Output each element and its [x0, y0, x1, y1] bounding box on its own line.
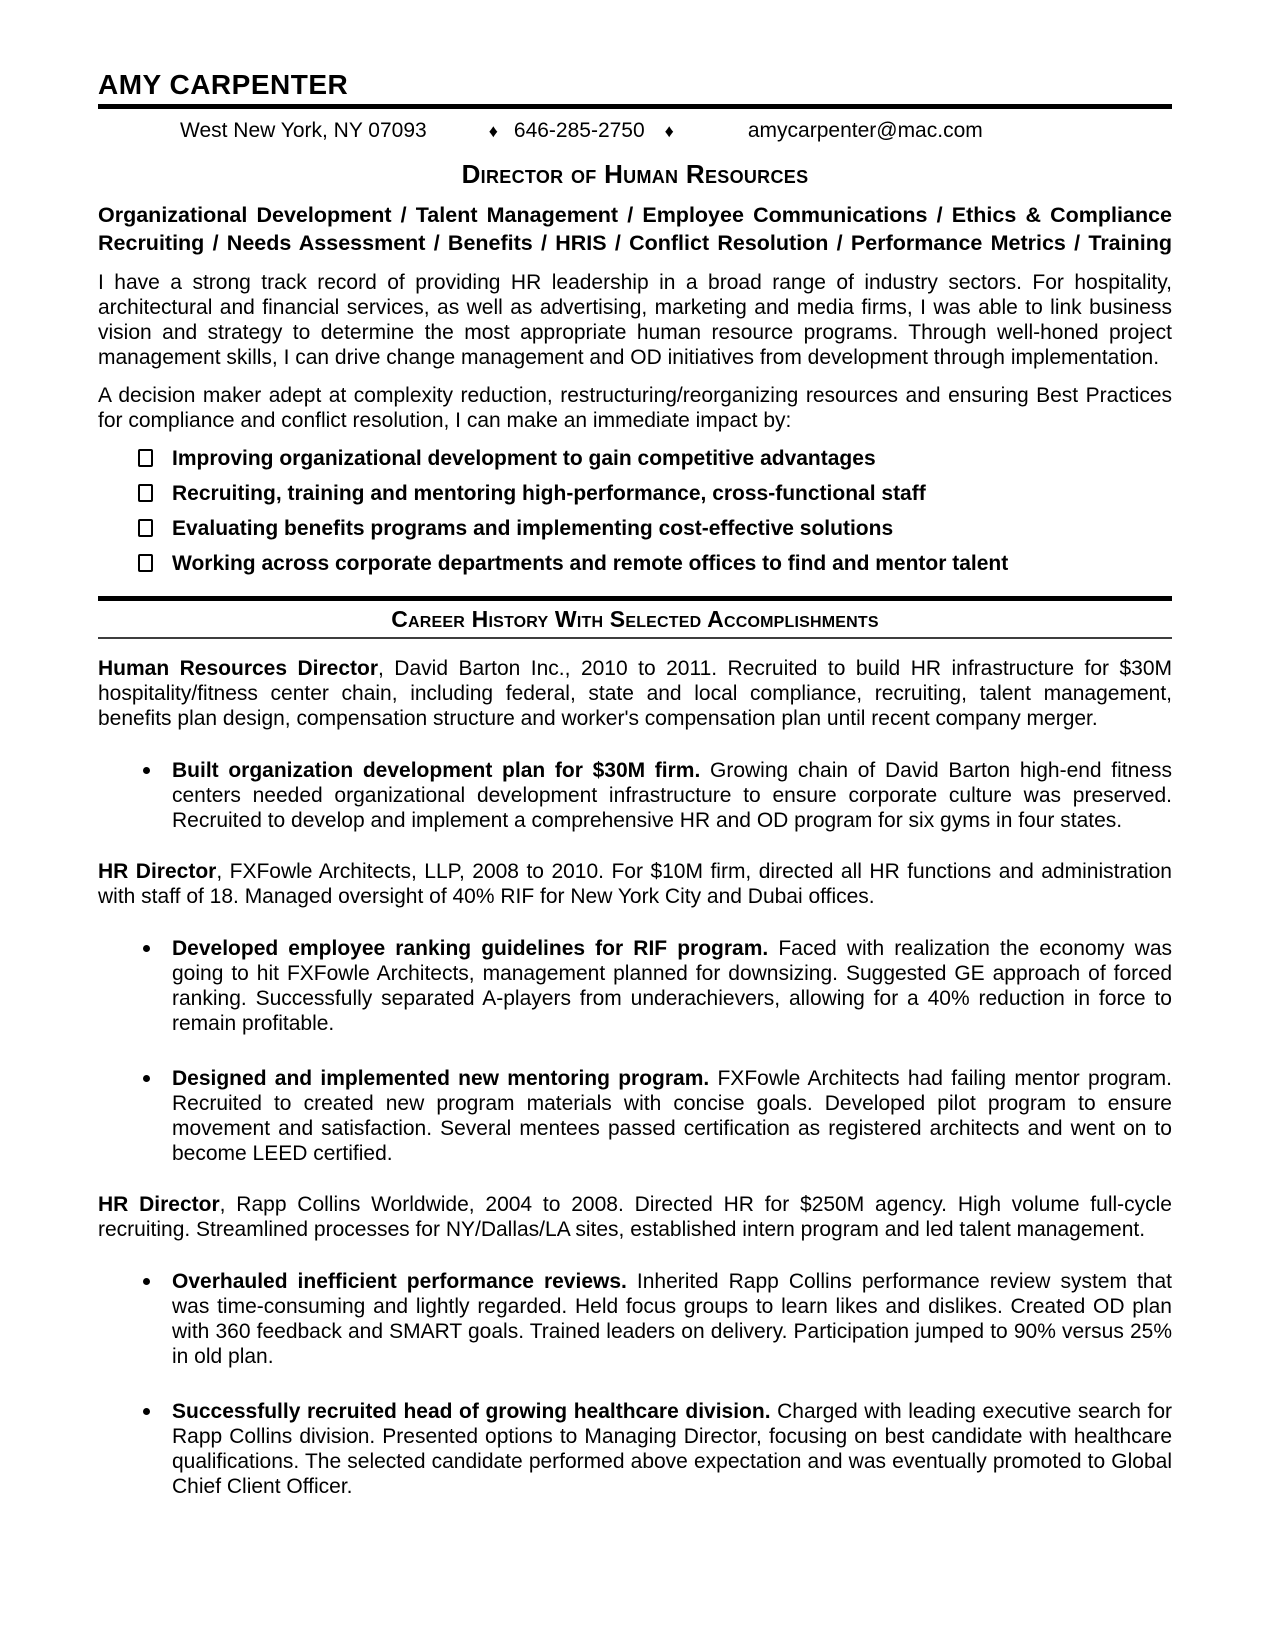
header-rule	[98, 104, 1172, 109]
round-bullet-icon	[143, 1075, 150, 1082]
section-rule-top	[98, 596, 1172, 601]
round-bullet-icon	[143, 1408, 150, 1415]
impact-bullet-text: Working across corporate departments and remote offices to find and mentor talent	[172, 551, 1009, 575]
impact-bullet	[98, 516, 1172, 541]
checkbox-bullet-icon	[138, 519, 153, 537]
accomplishment-lead: Overhauled inefficient performance reviews.	[172, 1270, 627, 1294]
impact-bullet-text: Evaluating benefits programs and implementing cost-effective solutions	[172, 516, 894, 540]
job-heading	[98, 656, 1172, 731]
diamond-separator-icon: ♦	[664, 120, 674, 141]
job-title: Human Resources Director	[98, 657, 379, 681]
contact-email: amycarpenter@mac.com	[747, 118, 983, 142]
summary-paragraph: A decision maker adept at complexity reduction, restructuring/reorganizing resources and ensuring Best Practices for compliance and conflict resolution, I can make an immediate impact by:	[98, 383, 1172, 432]
impact-bullet-text: Improving organizational development to gain competitive advantages	[172, 446, 876, 470]
diamond-separator-icon: ♦	[488, 120, 498, 141]
accomplishment-bullet	[98, 936, 1172, 1036]
accomplishment-bullet	[98, 1399, 1172, 1499]
specialties-line: Organizational Development / Talent Management / Employee Communications / Ethics & Compliance	[98, 202, 1172, 227]
summary-paragraph: I have a strong track record of providing HR leadership in a broad range of industry sectors. For hospitality, architectural and financial services, as well as advertising, marketing and media firms, I was able to link business vision and strategy to determine the most appropriate human resource programs. Through well-honed project management skills, I can drive change management and OD initiatives from development through implementation.	[98, 270, 1172, 369]
impact-bullet-list	[98, 446, 1172, 576]
checkbox-bullet-icon	[138, 449, 153, 467]
accomplishment-list	[98, 1269, 1172, 1499]
accomplishment-text: FXFowle Architects had failing mentor program. Recruited to created new program materials with concise goals. Developed pilot program to ensure movement and satisfaction. Several mentees passed certification as registered architects and went on to become LEED certified.	[172, 1067, 1172, 1166]
accomplishment-list	[98, 936, 1172, 1166]
job-title: HR Director	[98, 1193, 220, 1217]
job-details: , David Barton Inc., 2010 to 2011. Recruited to build HR infrastructure for $30M hospitality/fitness center chain, including federal, state and local compliance, recruiting, talent management, benefits plan design, compensation structure and worker's compensation plan until recent company merger.	[98, 657, 1172, 731]
career-section-header	[98, 596, 1172, 640]
section-rule-bottom	[98, 637, 1172, 639]
job-heading	[98, 1192, 1172, 1242]
job-heading	[98, 859, 1172, 909]
contact-phone: 646-285-2750	[513, 118, 645, 142]
job-details: , FXFowle Architects, LLP, 2008 to 2010. For $10M firm, directed all HR functions and administration with staff of 18. Managed oversight of 40% RIF for New York City and Dubai offices.	[98, 860, 1172, 909]
person-name: AMY CARPENTER	[98, 69, 349, 100]
accomplishment-text: Growing chain of David Barton high-end fitness centers needed organizational development infrastructure to ensure corporate culture was preserved. Recruited to develop and implement a comprehensive HR and OD program for six gyms in four states.	[172, 759, 1172, 833]
checkbox-bullet-icon	[138, 484, 153, 502]
section-title: Career History With Selected Accomplishments	[391, 605, 879, 632]
accomplishment-text: Inherited Rapp Collins performance review system that was time-consuming and lightly regarded. Held focus groups to learn likes and dislikes. Created OD plan with 360 feedback and SMART goals. Trained leaders on delivery. Participation jumped to 90% versus 25% in old plan.	[172, 1270, 1172, 1369]
accomplishment-text: Charged with leading executive search for Rapp Collins division. Presented options to Managing Director, focusing on best candidate with healthcare qualifications. The selected candidate performed above expectation and was eventually promoted to Global Chief Client Officer.	[172, 1400, 1172, 1499]
job-title: HR Director	[98, 860, 217, 884]
accomplishment-text: Faced with realization the economy was going to hit FXFowle Architects, management planned for downsizing. Suggested GE approach of forced ranking. Successfully separated A-players from underachievers, allowing for a 40% reduction in force to remain profitable.	[172, 937, 1172, 1036]
job-details: , Rapp Collins Worldwide, 2004 to 2008. Directed HR for $250M agency. High volume full-cycle recruiting. Streamlined processes for NY/Dallas/LA sites, established intern program and led talent management.	[98, 1193, 1172, 1242]
impact-bullet	[98, 446, 1172, 471]
impact-bullet	[98, 551, 1172, 576]
checkbox-bullet-icon	[138, 554, 153, 572]
specialties-line: Recruiting / Needs Assessment / Benefits / HRIS / Conflict Resolution / Performance Metrics / Training	[98, 230, 1172, 255]
accomplishment-lead: Designed and implemented new mentoring program.	[172, 1067, 710, 1091]
accomplishment-bullet	[98, 1269, 1172, 1369]
accomplishment-lead: Developed employee ranking guidelines for RIF program.	[172, 937, 769, 961]
accomplishment-bullet	[98, 758, 1172, 833]
accomplishment-lead: Built organization development plan for $30M firm.	[172, 759, 701, 783]
round-bullet-icon	[143, 945, 150, 952]
round-bullet-icon	[143, 767, 150, 774]
contact-location: West New York, NY 07093	[180, 118, 427, 142]
resume-job-title: Director of Human Resources	[461, 158, 809, 189]
contact-line	[98, 118, 1172, 144]
accomplishment-bullet	[98, 1066, 1172, 1166]
round-bullet-icon	[143, 1278, 150, 1285]
specialties	[98, 201, 1172, 257]
accomplishment-list	[98, 758, 1172, 833]
impact-bullet-text: Recruiting, training and mentoring high-performance, cross-functional staff	[172, 481, 926, 505]
accomplishment-lead: Successfully recruited head of growing healthcare division.	[172, 1400, 771, 1424]
impact-bullet	[98, 481, 1172, 506]
